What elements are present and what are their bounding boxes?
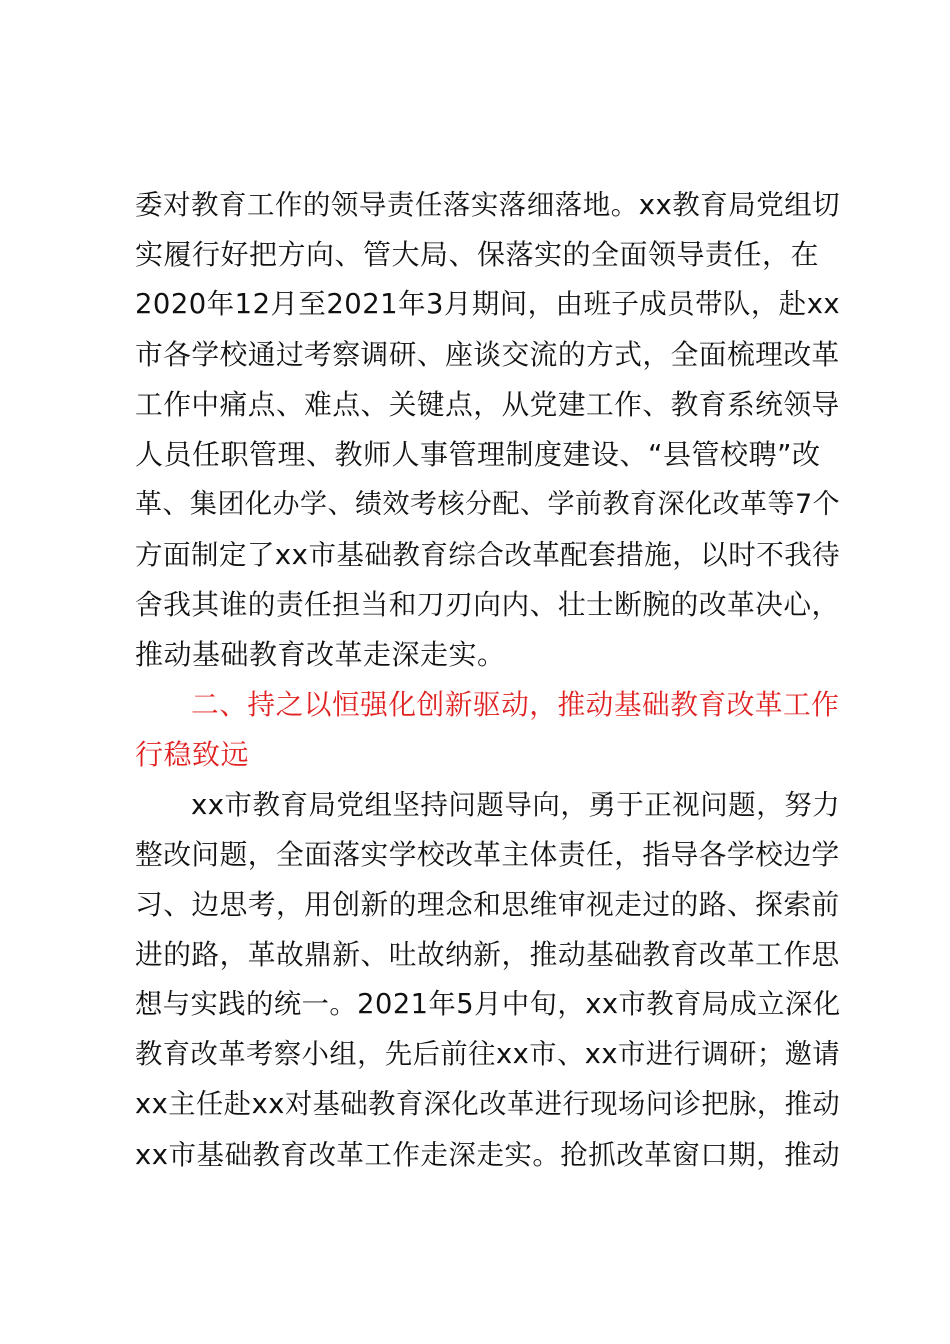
text-line: 方面制定了xx市基础教育综合改革配套措施，以时不我待	[135, 539, 841, 571]
text-line: 工作中痛点、难点、关键点，从党建工作、教育系统领导	[135, 388, 840, 421]
text-line: 2020年12月至2021年3月期间，由班子成员带队，赴xx	[135, 289, 841, 320]
text-line: xx市基础教育改革工作走深走实。抢抓改革窗口期，推动	[135, 1139, 841, 1171]
text-line: 进的路，革故鼎新、吐故纳新，推动基础教育改革工作思	[135, 938, 840, 971]
text-line: 实履行好把方向、管大局、保落实的全面领导责任，在	[135, 238, 820, 271]
text-line: 革、集团化办学、绩效考核分配、学前教育深化改革等7个	[135, 489, 841, 520]
text-line: 舍我其谁的责任担当和刀刃向内、壮士断腕的改革决心，	[135, 588, 840, 621]
text-line: xx主任赴xx对基础教育深化改革进行现场问诊把脉，推动	[135, 1089, 841, 1120]
text-line: 委对教育工作的领导责任落实落细落地。xx教育局党组切	[135, 189, 841, 221]
heading-line: 二、持之以恒强化创新驱动，推动基础教育改革工作	[191, 688, 840, 721]
text-line: 习、边思考，用创新的理念和思维审视走过的路、探索前	[135, 888, 840, 921]
text-line: 人员任职管理、教师人事管理制度建设、“县管校聘”改	[135, 438, 821, 471]
text-line: xx市教育局党组坚持问题导向，勇于正视问题，努力	[191, 789, 841, 821]
text-line: 推动基础教育改革走深走实。	[135, 638, 506, 671]
text-line: 整改问题，全面落实学校改革主体责任，指导各学校边学	[135, 838, 840, 871]
heading-line: 行稳致远	[135, 738, 250, 771]
text-line: 想与实践的统一。2021年5月中旬，xx市教育局成立深化	[135, 989, 841, 1020]
text-line: 市各学校通过考察调研、座谈交流的方式，全面梳理改革	[135, 338, 840, 371]
text-line: 教育改革考察小组，先后前往xx市、xx市进行调研；邀请	[135, 1039, 841, 1070]
